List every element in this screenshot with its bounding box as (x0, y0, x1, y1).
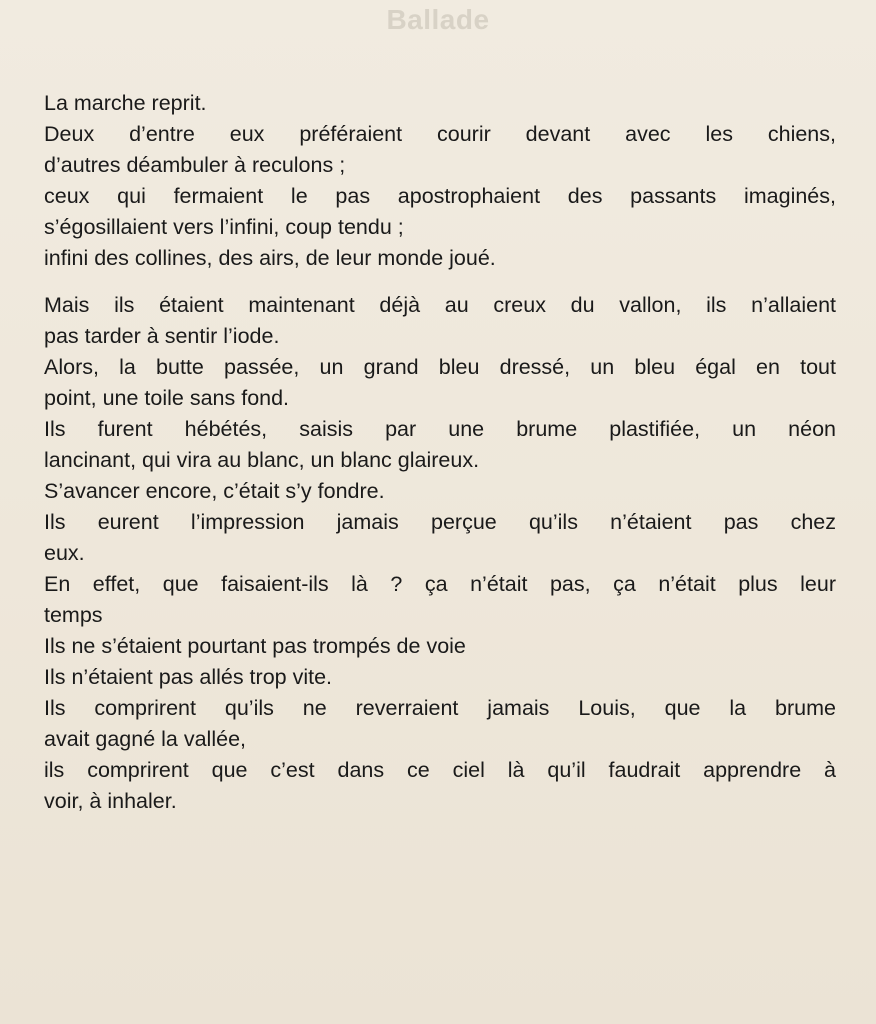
text-line: S’avancer encore, c’était s’y fondre. (44, 479, 385, 503)
text-line: Ils furent hébétés, saisis par une brume plastifiée, un néon (44, 417, 836, 441)
text-line: lancinant, qui vira au blanc, un blanc glaireux. (44, 448, 480, 472)
text-line: eux. (44, 541, 85, 565)
text-line: Ils n’étaient pas allés trop vite. (44, 665, 333, 689)
text-line: La marche reprit. (44, 91, 207, 115)
text-line: En effet, que faisaient-ils là ? ça n’était pas, ça n’était plus leur (44, 572, 836, 596)
text-line: infini des collines, des airs, de leur monde joué. (44, 246, 496, 270)
text-line: Ils comprirent qu’ils ne reverraient jamais Louis, que la brume (44, 696, 836, 720)
text-line: Ils ne s’étaient pourtant pas trompés de voie (44, 634, 466, 658)
text-line: point, une toile sans fond. (44, 386, 290, 410)
text-line: ils comprirent que c’est dans ce ciel là qu’il faudrait apprendre à (44, 758, 836, 782)
text-line: Mais ils étaient maintenant déjà au creux du vallon, ils n’allaient (44, 293, 836, 317)
stanza-2 (44, 290, 836, 817)
stanza-1 (44, 88, 836, 274)
text-line: Deux d’entre eux préféraient courir devant avec les chiens, (44, 122, 836, 146)
page-heading: Ballade (386, 4, 490, 35)
text-line: Alors, la butte passée, un grand bleu dressé, un bleu égal en tout (44, 355, 836, 379)
text-line: d’autres déambuler à reculons ; (44, 153, 346, 177)
text-line: avait gagné la vallée, (44, 727, 247, 751)
text-line: ceux qui fermaient le pas apostrophaient des passants imaginés, (44, 184, 836, 208)
text-line: s’égosillaient vers l’infini, coup tendu ; (44, 215, 404, 239)
text-line: temps (44, 603, 103, 627)
text-line: pas tarder à sentir l’iode. (44, 324, 280, 348)
text-line: Ils eurent l’impression jamais perçue qu’ils n’étaient pas chez (44, 510, 836, 534)
text-line: voir, à inhaler. (44, 789, 177, 813)
poem-text (44, 88, 836, 817)
